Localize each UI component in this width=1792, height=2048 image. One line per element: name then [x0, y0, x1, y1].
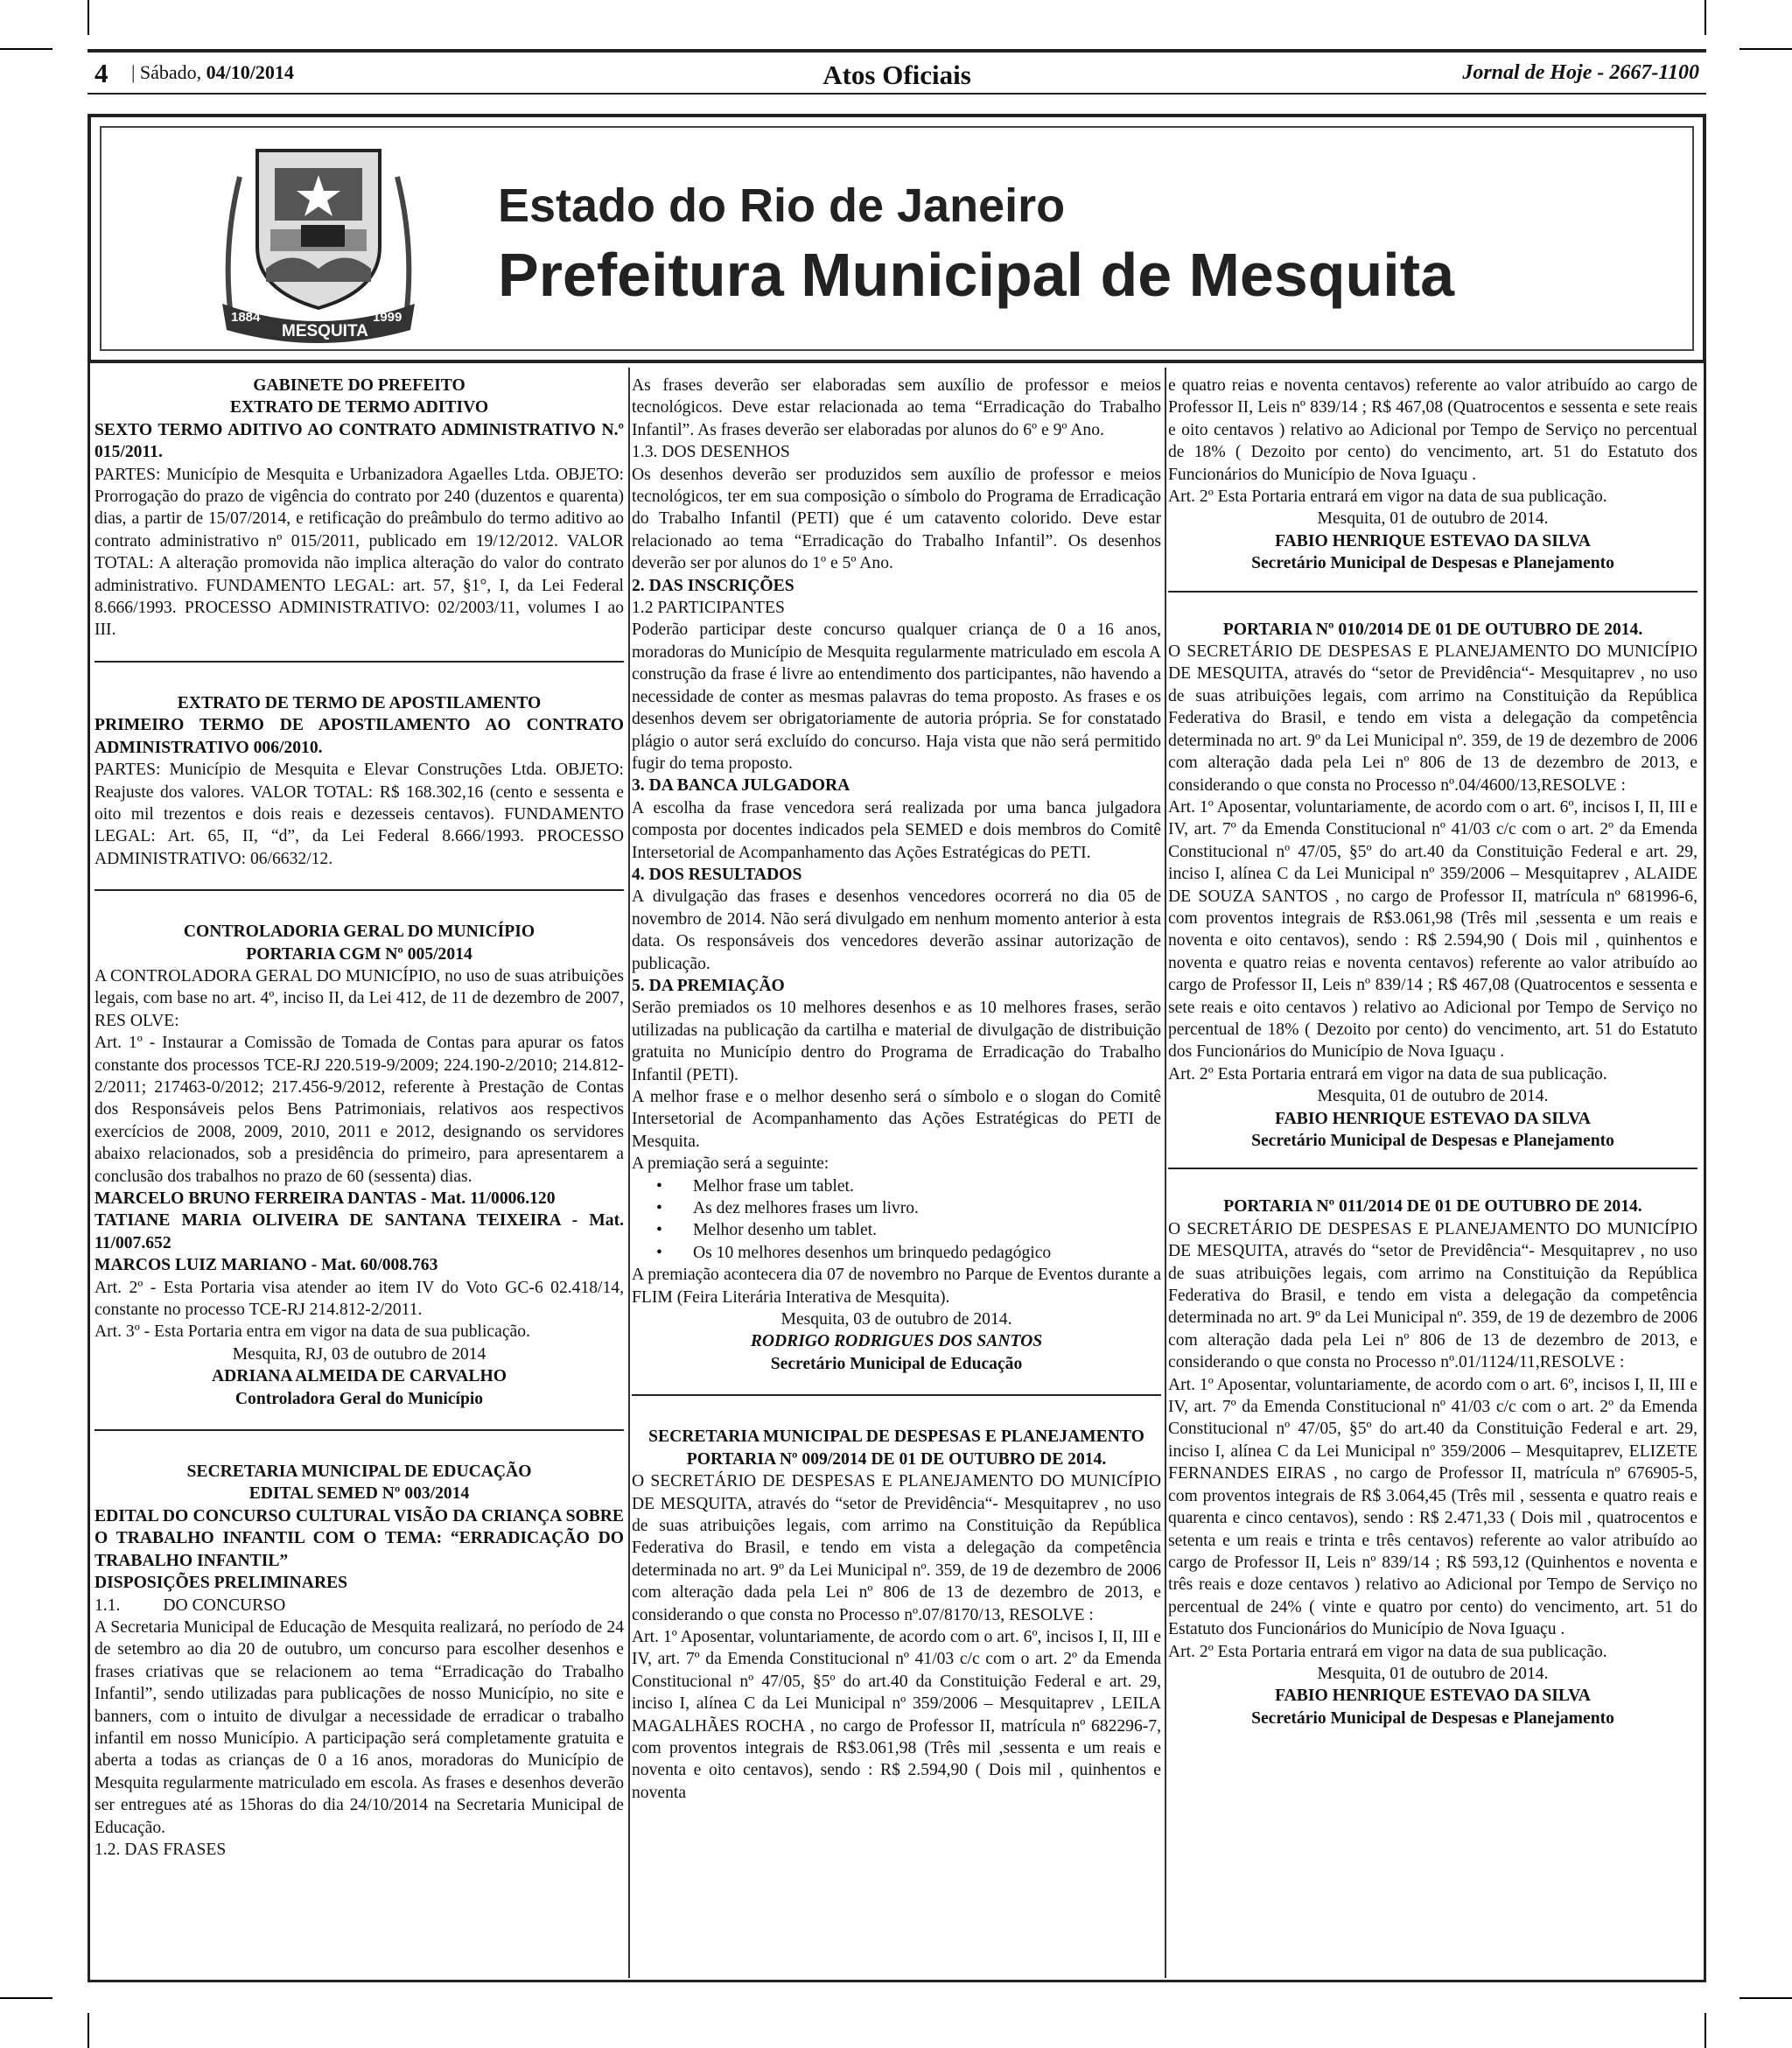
jornal-contact: Jornal de Hoje - 2667-1100 — [1462, 61, 1699, 84]
article-text: Art. 1º Aposentar, voluntariamente, de acordo com o art. 6º, incisos I, II, III e IV, art. 7º da Emenda Constitucional nº 41/03 c/c com o art. 2º da Emenda Constitucional nº 47/05, §5º do art.40 da Constituição Federal e art. 29, inciso I, alínea C da Lei Municipal nº 359/2006 – Mesquitaprev , LEILA MAGALHÃES ROCHA , no cargo de Professor II, matrícula nº 682296-7, com proventos integrais de R$3.061,98 (Três mil ,sessenta e um reais e noventa e oito centavos), sendo : R$ 2.594,90 ( Dois mil , quinhentos e noventa — [632, 1627, 1161, 1802]
list-item: • Melhor desenho um tablet. — [693, 1219, 1161, 1241]
divider — [632, 1394, 1161, 1396]
sub-heading: 3. DA BANCA JULGADORA — [632, 776, 850, 796]
signature-role: Secretário Municipal de Despesas e Planejamento — [1251, 1132, 1614, 1150]
section-heading: EXTRATO DE TERMO ADITIVO — [229, 398, 489, 417]
act-body: A escolha da frase vencedora será realizada por uma banca julgadora composta por docentes indicados pela SEMED e dois membros do Comitê Intersetorial de Acompanhamento das Ações Estratégicas do PETI. — [632, 798, 1161, 862]
act-body: e quatro reias e noventa centavos) referente ao valor atribuído ao cargo de Professor II, Leis nº 839/14 ; R$ 467,08 (Quatrocentos e sessenta e sete reais e oito centavos ) relativo ao Adicional por Tempo de Serviço no percentual de 18% ( Dezoito por cento) do vencimento, art. 51 do Estatuto dos Funcionários do Município de Nova Iguaçu . — [1168, 376, 1698, 484]
act-subtitle: SEXTO TERMO ADITIVO AO CONTRATO ADMINISTRATIVO N.º 015/2011. — [94, 420, 624, 462]
sub-heading: 5. DA PREMIAÇÃO — [632, 976, 785, 995]
column-3 — [1168, 375, 1698, 1967]
signature-role: Secretário Municipal de Educação — [770, 1354, 1023, 1373]
column-divider — [1165, 368, 1166, 1978]
act-body: O SECRETÁRIO DE DESPESAS E PLANEJAMENTO DO MUNICÍPIO DE MESQUITA, através do “setor de Previdência“- Mesquitaprev , no uso de suas atribuições legais, com arrimo na Constituição da República Federativa do Brasil, e tendo em vista a delegação da competência determinada no art. 9º da Lei Municipal nº. 359, de 19 de dezembro de 2006 com alteração dada pela Lei nº 806 de 13 de dezembro de 2013, e considerando o que consta no Processo nº.07/8170/13, RESOLVE : — [632, 1472, 1161, 1624]
crop-mark — [0, 48, 52, 50]
sub-heading: 2. DAS INSCRIÇÕES — [632, 576, 794, 595]
act-body: PARTES: Município de Mesquita e Elevar Construções Ltda. OBJETO: Reajuste dos valores. VALOR TOTAL: R$ 168.302,16 (cento e sessenta e oito mil trezentos e dois reais e dezesseis centavos). FUNDAMENTO LEGAL: Art. 65, II, “d”, da Lei Federal 8.666/1993. PROCESSO ADMINISTRATIVO: 06/6632/12. — [94, 761, 624, 868]
list-item: • Os 10 melhores desenhos um brinquedo pedagógico — [693, 1242, 1161, 1264]
portaria-title: PORTARIA Nº 011/2014 DE 01 DE OUTUBRO DE 2014. — [1223, 1197, 1642, 1217]
crest-year-left: 1884 — [231, 310, 261, 325]
signature-name: FABIO HENRIQUE ESTEVAO DA SILVA — [1275, 531, 1591, 551]
crop-mark — [1704, 2013, 1706, 2048]
section-heading: CONTROLADORIA GERAL DO MUNICÍPIO — [183, 922, 536, 942]
signature-name: FABIO HENRIQUE ESTEVAO DA SILVA — [1275, 1687, 1591, 1706]
portaria-title: PORTARIA Nº 010/2014 DE 01 DE OUTUBRO DE 2014. — [1222, 620, 1643, 639]
signature-name: FABIO HENRIQUE ESTEVAO DA SILVA — [1275, 1109, 1591, 1128]
prize-list — [632, 1175, 1161, 1265]
header-date: | Sábado, 04/10/2014 — [131, 61, 294, 83]
act-body: PARTES: Município de Mesquita e Urbanizadora Agaelles Ltda. OBJETO: Prorrogação do prazo de vigência do contrato por 240 (duzentos e quarenta) dias, a partir de 15/07/2014, e retificação do preâmbulo do termo aditivo ao contrato administrativo nº 015/2011, publicado em 19/12/2012. VALOR TOTAL: A alteração promovida não implica alteração do valor do contrato administrativo. FUNDAMENTO LEGAL: art. 57, §1°, I, da Lei Federal 8.666/1993. PROCESSO ADMINISTRATIVO: 02/2003/11, volumes I ao III. — [94, 465, 624, 640]
member-name: TATIANE MARIA OLIVEIRA DE SANTANA TEIXEIRA - Mat. 11/007.652 — [94, 1211, 624, 1252]
signature-name: RODRIGO RODRIGUES DOS SANTOS — [750, 1332, 1043, 1351]
sub-heading: 1.1. DO CONCURSO — [94, 1596, 286, 1615]
column-2 — [632, 375, 1161, 1967]
article-text: Art. 3º - Esta Portaria entra em vigor na data de sua publicação. — [94, 1322, 530, 1342]
signature-date: Mesquita, 01 de outubro de 2014. — [1317, 1664, 1549, 1683]
divider — [1168, 1168, 1698, 1169]
act-body: O SECRETÁRIO DE DESPESAS E PLANEJAMENTO DO MUNICÍPIO DE MESQUITA, através do “setor de Previdência“- Mesquitaprev , no uso de suas atribuições legais, com arrimo na Constituição da República Federativa do Brasil, e tendo em vista a delegação da competência determinada no art. 9º da Lei Municipal nº. 359, de 19 de dezembro de 2006 com alteração dada pela Lei nº 806 de 13 de dezembro de 2013, e considerando o que consta no Processo nº.01/1124/11,RESOLVE : — [1168, 1219, 1698, 1372]
list-item: • Melhor frase um tablet. — [693, 1175, 1161, 1197]
estado-title: Estado do Rio de Janeiro — [498, 179, 1066, 232]
header-date-value: 04/10/2014 — [206, 61, 294, 83]
crop-mark — [1740, 48, 1792, 50]
act-body: A divulgação das frases e desenhos vencedores ocorrerá no dia 05 de novembro de 2014. Não será divulgado em nenhum momento anterior à esta data. Os responsáveis dos vencedores deverão assinar autorização de publicação. — [632, 887, 1161, 973]
divider — [1168, 591, 1698, 593]
divider — [94, 889, 624, 891]
signature-date: Mesquita, 03 de outubro de 2014. — [780, 1310, 1012, 1329]
member-name: MARCELO BRUNO FERREIRA DANTAS - Mat. 11/0006.120 — [94, 1189, 556, 1208]
article-text: Art. 1º - Instaurar a Comissão de Tomada de Contas para apurar os fatos constante dos processos TCE-RJ 220.519-9/2009; 224.190-2/2010; 214.812-2/2011; 217463-0/2012; 217.456-9/2012, referente à Prestação de Contas dos Responsáveis pelos Bens Patrimoniais, relativos aos respectivos exercícios de 2008, 2009, 2010, 2011 e 2012, designando os servidores abaixo relacionados, sob a presidência do primeiro, para apresentarem a conclusão dos trabalhos no prazo de 60 (sessenta) dias. — [94, 1034, 624, 1186]
article-text: Art. 1º Aposentar, voluntariamente, de acordo com o art. 6º, incisos I, II, III e IV, art. 7º da Emenda Constitucional nº 41/03 c/c com o art. 2º da Emenda Constitucional nº 47/05, §5º do art.40 da Constituição Federal e art. 29, inciso I, alínea C da Lei Municipal nº 359/2006 – Mesquitaprev , ALAIDE DE SOUZA SANTOS , no cargo de Professor II, matrícula nº 681996-6, com proventos integrais de R$3.061,98 (Três mil ,sessenta e um reais e noventa e oito centavos), sendo : R$ 2.594,90 ( Dois mil , quinhentos e noventa e quatro reias e noventa centavos) referente ao valor atribuído ao cargo de Professor II, Leis nº 839/14 ; R$ 467,08 (Quatrocentos e sessenta e sete reais e oito centavos ) relativo ao Adicional por Tempo de Serviço no percentual de 18% ( Dezoito por cento) do vencimento, art. 51 do Estatuto dos Funcionários do Município de Nova Iguaçu . — [1168, 797, 1698, 1062]
sub-heading: DISPOSIÇÕES PRELIMINARES — [94, 1574, 348, 1593]
signature-date: Mesquita, 01 de outubro de 2014. — [1317, 1087, 1549, 1106]
page-header — [88, 49, 1706, 95]
section-heading: EDITAL SEMED Nº 003/2014 — [248, 1484, 470, 1504]
crest-year-right: 1999 — [373, 310, 402, 325]
crop-mark — [1740, 1997, 1792, 1999]
section-heading: PORTARIA CGM Nº 005/2014 — [246, 944, 472, 964]
act-body: A premiação será a seguinte: — [632, 1154, 830, 1174]
act-body: As frases deverão ser elaboradas sem auxílio de professor e meios tecnológicos. Deve estar relacionada ao tema “Erradicação do Trabalho Infantil”. As frases deverão ser elaboradas por alunos do 6º e 9º Ano. — [632, 376, 1161, 439]
article-text: Art. 2º Esta Portaria entrará em vigor na data de sua publicação. — [1168, 1642, 1607, 1661]
column-1 — [94, 375, 624, 1967]
act-body: A CONTROLADORA GERAL DO MUNICÍPIO, no uso de suas atribuições legais, com base no art. 4º, inciso II, da Lei 412, de 11 de dezembro de 2007, RES OLVE: — [94, 966, 624, 1030]
divider — [94, 1429, 624, 1431]
article-text: Art. 2º Esta Portaria entrará em vigor na data de sua publicação. — [1168, 1064, 1607, 1084]
page-number: 4 — [94, 58, 108, 88]
section-heading: GABINETE DO PREFEITO — [253, 376, 466, 395]
municipal-crest-icon — [205, 142, 432, 352]
column-divider — [628, 368, 630, 1978]
section-title: Atos Oficiais — [822, 60, 971, 90]
section-heading: SECRETARIA MUNICIPAL DE DESPESAS E PLANEJAMENTO — [648, 1427, 1144, 1447]
act-body: A premiação acontecera dia 07 de novembro no Parque de Eventos durante a FLIM (Feira Literária Interativa de Mesquita). — [632, 1266, 1161, 1307]
article-text: Art. 1º Aposentar, voluntariamente, de acordo com o art. 6º, incisos I, II, III e IV, art. 7º da Emenda Constitucional nº 41/03 c/c com o art. 2º da Emenda Constitucional nº 47/05, §5º do art.40 da Constituição Federal e art. 29, inciso I, alínea C da Lei Municipal nº 359/2006 – Mesquitaprev, ELIZETE FERNANDES EIRAS , no cargo de Professor II, matrícula nº 676905-5, com proventos integrais de R$ 3.064,45 (Três mil , sessenta e quatro reais e quarenta e cinco centavos), sendo : R$ 2.471,33 ( Dois mil , quatrocentos e setenta e um reais e trinta e três centavos) referente ao valor atribuído ao cargo de Professor II, Leis nº 839/14 ; R$ 593,12 (Quinhentos e noventa e três reais e doze centavos ) relativo ao Adicional por Tempo de Serviço no percentual de 24% ( vinte e quatro por cento) do vencimento, art. 51 do Estatuto dos Funcionários do Município de Nova Iguaçu . — [1168, 1375, 1698, 1639]
signature-date: Mesquita, 01 de outubro de 2014. — [1317, 509, 1549, 529]
prefeitura-title: Prefeitura Municipal de Mesquita — [498, 241, 1454, 309]
municipal-banner — [88, 114, 1706, 363]
list-item: • As dez melhores frases um livro. — [693, 1197, 1161, 1219]
crop-mark — [1704, 0, 1706, 35]
crop-mark — [88, 2013, 89, 2048]
section-heading: EXTRATO DE TERMO DE APOSTILAMENTO — [177, 693, 542, 712]
divider — [94, 661, 624, 663]
signature-date: Mesquita, RJ, 03 de outubro de 2014 — [232, 1344, 486, 1364]
signature-role: Secretário Municipal de Despesas e Planejamento — [1251, 554, 1614, 573]
article-text: Art. 2º Esta Portaria entrará em vigor na data de sua publicação. — [1168, 487, 1607, 507]
header-day: Sábado, — [139, 61, 202, 83]
act-body: Serão premiados os 10 melhores desenhos e as 10 melhores frases, serão utilizadas na publicação da cartilha e material de divulgação de distribuição gratuita no Município dentro do Programa de Erradicação do Trabalho Infantil (PETI). — [632, 999, 1161, 1084]
crest-name: MESQUITA — [282, 322, 368, 340]
section-heading: SECRETARIA MUNICIPAL DE EDUCAÇÃO — [186, 1462, 532, 1482]
portaria-title: PORTARIA Nº 009/2014 DE 01 DE OUTUBRO DE 2014. — [686, 1449, 1107, 1469]
act-body: Poderão participar deste concurso qualquer criança de 0 a 16 anos, moradoras do Município de Mesquita regularmente matriculado em escola A construção da frase é livre ao entendimento dos participantes, não havendo a necessidade de conter as mesmas palavras do tema proposto. As frases e os desenhos devem ser obrigatoriamente de autoria própria. Se for constatado plágio o autor será excluído do concurso. Haja vista que não será permitido fugir do tema proposto. — [632, 621, 1161, 773]
sub-heading: 1.2 PARTICIPANTES — [632, 599, 785, 618]
signature-name: ADRIANA ALMEIDA DE CARVALHO — [212, 1367, 507, 1386]
article-text: Art. 2º - Esta Portaria visa atender ao item IV do Voto GC-6 02.418/14, constante no processo TCE-RJ 214.812-2/2011. — [94, 1278, 624, 1320]
act-body: Os desenhos deverão ser produzidos sem auxílio de professor e meios tecnológicos, ter em sua composição o símbolo do Programa de Erradicação do Trabalho Infantil (PETI) que é um catavento colorido. Deve estar relacionado ao tema “Erradicação do Trabalho Infantil”. Os desenhos deverão ser por alunos do 1º e 5º Ano. — [632, 465, 1161, 573]
act-body: A melhor frase e o melhor desenho será o símbolo e o slogan do Comitê Intersetorial de Acompanhamento das Ações Estratégicas do PETI de Mesquita. — [632, 1088, 1161, 1151]
crop-mark — [0, 1997, 52, 1999]
sub-heading: 4. DOS RESULTADOS — [632, 865, 802, 884]
signature-role: Controladora Geral do Município — [234, 1389, 484, 1408]
signature-role: Secretário Municipal de Despesas e Planejamento — [1251, 1708, 1614, 1728]
act-subtitle: EDITAL DO CONCURSO CULTURAL VISÃO DA CRIANÇA SOBRE O TRABALHO INFANTIL COM O TEMA: “ERRADICAÇÃO DO TRABALHO INFANTIL” — [94, 1506, 624, 1570]
act-body: O SECRETÁRIO DE DESPESAS E PLANEJAMENTO DO MUNICÍPIO DE MESQUITA, através do “setor de Previdência“- Mesquitaprev , no uso de suas atribuições legais, com arrimo na Constituição da República Federativa do Brasil, e tendo em vista a delegação da competência determinada no art. 9º da Lei Municipal nº. 359, de 19 de dezembro de 2006 com alteração dada pela Lei nº 806 de 13 de dezembro de 2013, e considerando o que consta no Processo nº.04/4600/13,RESOLVE : — [1168, 642, 1698, 795]
sub-heading: 1.3. DOS DESENHOS — [632, 443, 790, 462]
sub-heading: 1.2. DAS FRASES — [94, 1840, 227, 1859]
act-subtitle: PRIMEIRO TERMO DE APOSTILAMENTO AO CONTRATO ADMINISTRATIVO 006/2010. — [94, 716, 624, 757]
member-name: MARCOS LUIZ MARIANO - Mat. 60/008.763 — [94, 1256, 438, 1275]
crop-mark — [88, 0, 89, 35]
act-body: A Secretaria Municipal de Educação de Mesquita realizará, no período de 24 de setembro ao dia 20 de outubro, um concurso para escolher desenhos e frases criativas que se relacionem ao tema “Erradicação do Trabalho Infantil”, sendo utilizadas para publicações de nosso Município, no site e banners, com o intuito de divulgar a necessidade de erradicar o trabalho infantil em nosso Município. A participação será completamente gratuita e aberta a todas as crianças de 0 a 16 anos, moradoras do Município de Mesquita regularmente matriculado em escola. As frases e desenhos deverão ser entregues até as 15horas do dia 24/10/2014 na Secretaria Municipal de Educação. — [94, 1617, 624, 1837]
